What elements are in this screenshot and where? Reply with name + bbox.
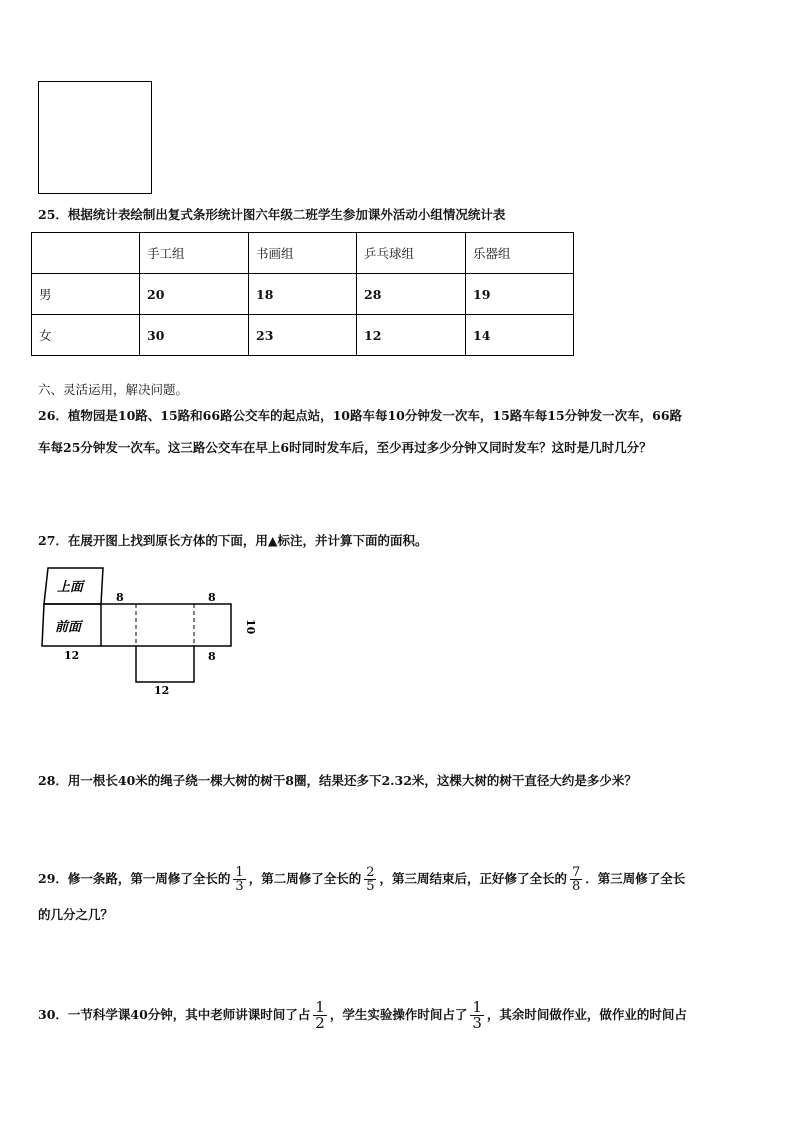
q29-part3: ，第三周结束后，正好修了全长的 (379, 871, 567, 886)
table-cell: 23 (249, 315, 357, 356)
table-cell: 18 (249, 274, 357, 315)
fraction-denominator: 8 (572, 879, 581, 894)
fraction (313, 1000, 327, 1031)
table-header-cell: 乐器组 (466, 233, 574, 274)
cuboid-net-diagram (30, 560, 270, 700)
fraction-denominator: 3 (472, 1014, 482, 1032)
net-bottom-face (136, 646, 194, 682)
fraction (233, 866, 245, 893)
dim-10: 10 (244, 619, 257, 635)
label-top-face: 上面 (57, 580, 84, 595)
table-header-cell (32, 233, 140, 274)
net-side-strip (101, 604, 231, 646)
fraction-numerator: 7 (572, 865, 581, 880)
table-row (32, 274, 574, 315)
fraction-numerator: 1 (235, 865, 244, 880)
q29-line2: 的几分之几？ (38, 907, 114, 922)
row-label: 女 (32, 315, 140, 356)
fraction-denominator: 5 (366, 879, 375, 894)
q28-text: 28．用一根长40米的绳子绕一棵大树的树干8圈，结果还多下2.32米，这棵大树的树干直径大约是多少米？ (38, 773, 637, 788)
section-heading: 六、灵活运用，解决问题。 (38, 382, 189, 397)
q29-part4: ．第三周修了全长 (585, 871, 686, 886)
q26-line2: 车每25分钟发一次车。这三路公交车在早上6时同时发车后，至少再过多少分钟又同时发车？这时是几时几分？ (38, 440, 652, 455)
dim-12-left: 12 (64, 649, 80, 662)
label-front-face: 前面 (55, 620, 82, 635)
dim-8-left: 8 (116, 591, 124, 604)
table-cell: 20 (140, 274, 249, 315)
fraction-denominator: 3 (235, 879, 244, 894)
table-header-row (32, 233, 574, 274)
row-label: 男 (32, 274, 140, 315)
table-cell: 14 (466, 315, 574, 356)
dim-8-bottom: 8 (208, 650, 216, 663)
q29-part2: ，第二周修了全长的 (248, 871, 362, 886)
fraction (470, 1000, 484, 1031)
activity-stats-table (31, 232, 574, 356)
table-header-cell: 手工组 (140, 233, 249, 274)
q25-title: 25．根据统计表绘制出复式条形统计图六年级二班学生参加课外活动小组情况统计表 (38, 207, 506, 222)
fraction (570, 866, 582, 893)
q30-part2: ，学生实验操作时间占了 (329, 1007, 468, 1022)
answer-box (38, 81, 152, 194)
q29-part1: 29．修一条路，第一周修了全长的 (38, 871, 231, 886)
table-cell: 30 (140, 315, 249, 356)
fraction-numerator: 1 (472, 998, 482, 1016)
table-cell: 12 (357, 315, 466, 356)
dim-8-right: 8 (208, 591, 216, 604)
fraction-numerator: 2 (366, 865, 375, 880)
table-cell: 28 (357, 274, 466, 315)
table-header-cell: 乒乓球组 (357, 233, 466, 274)
fraction-numerator: 1 (315, 998, 325, 1016)
table-row (32, 315, 574, 356)
q26-line1: 26．植物园是10路、15路和66路公交车的起点站，10路车每10分钟发一次车，15路车每15分钟发一次车，66路 (38, 408, 683, 423)
table-header-cell: 书画组 (249, 233, 357, 274)
table-cell: 19 (466, 274, 574, 315)
q29-line1 (38, 862, 685, 896)
fraction-denominator: 2 (315, 1014, 325, 1032)
q27-text: 27．在展开图上找到原长方体的下面，用▲标注，并计算下面的面积。 (38, 533, 428, 548)
q30-part3: ，其余时间做作业，做作业的时间占 (486, 1007, 687, 1022)
dim-12-bottom: 12 (154, 684, 170, 697)
fraction (364, 866, 376, 893)
q30-line1 (38, 998, 687, 1032)
q30-part1: 30．一节科学课40分钟，其中老师讲课时间了占 (38, 1007, 311, 1022)
